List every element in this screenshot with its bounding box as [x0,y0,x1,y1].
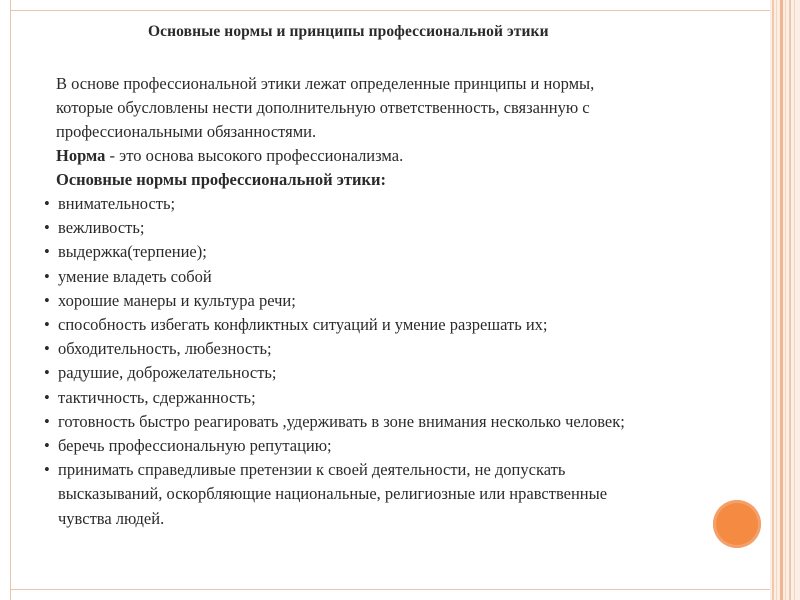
list-item-text: радушие, доброжелательность; [58,363,277,383]
intro-line: которые обусловлены нести дополнительную ответственность, связанную с [56,98,590,117]
list-item-text: обходительность, любезность; [58,339,272,359]
bullet-icon: • [44,387,50,407]
decorative-stripe [772,0,774,600]
list-item [44,313,754,337]
list-item-text: беречь профессиональную репутацию; [58,436,332,456]
frame-top-line [10,10,770,11]
list-item [44,337,754,361]
norms-list [44,192,754,531]
norm-definition-text: - это основа высокого профессионализма. [105,146,404,165]
bullet-icon: • [44,315,50,335]
norms-heading: Основные нормы профессиональной этики: [56,170,386,189]
decorative-stripe [776,0,777,600]
intro-paragraph [56,72,746,144]
list-item-text: вежливость; [58,218,145,238]
list-item-text: умение владеть собой [58,266,212,286]
list-item [44,458,754,531]
list-item [44,192,754,216]
list-item [44,240,754,264]
list-item [44,410,754,434]
list-item-text: хорошие манеры и культура речи; [58,290,296,310]
bullet-icon: • [44,218,50,238]
intro-line: В основе профессиональной этики лежат определенные принципы и нормы, [56,74,595,93]
bullet-icon: • [44,266,50,286]
list-item-text-line: принимать справедливые претензии к своей деятельности, не допускать [58,460,566,480]
bullet-icon: • [44,290,50,310]
list-item [44,289,754,313]
list-item-text: способность избегать конфликтных ситуаций и умение разрешать их; [58,315,548,335]
bullet-icon: • [44,411,50,431]
bullet-icon: • [44,194,50,213]
list-item-text: внимательность; [58,194,176,213]
frame-left-line [10,0,11,600]
list-item [44,386,754,410]
list-item-text: выдержка(терпение); [58,242,207,262]
list-item-text: готовность быстро реагировать ,удерживать в зоне внимания несколько человек; [58,411,625,431]
decorative-stripe [780,0,783,600]
decorative-orange-circle [713,500,761,548]
list-item [44,265,754,289]
bullet-icon: • [44,436,50,456]
list-item [44,434,754,458]
bullet-icon: • [44,363,50,383]
list-item-text-line: высказываний, оскорбляющие национальные, религиозные или нравственные [58,484,608,504]
bullet-icon: • [44,242,50,262]
list-item [44,361,754,385]
bullet-icon: • [44,460,50,480]
decorative-stripe [789,0,791,600]
frame-bottom-line [10,589,770,590]
list-item-text: тактичность, сдержанность; [58,387,256,407]
intro-line: профессиональными обязанностями. [56,122,317,141]
norm-term: Норма [56,146,106,165]
list-item [44,216,754,240]
bullet-icon: • [44,339,50,359]
decorative-stripe [785,0,786,600]
norm-definition [56,144,403,168]
list-item-text-line: чувства людей. [58,508,165,528]
decorative-stripe [794,0,795,600]
slide-title: Основные нормы и принципы профессиональной этики [148,23,549,40]
